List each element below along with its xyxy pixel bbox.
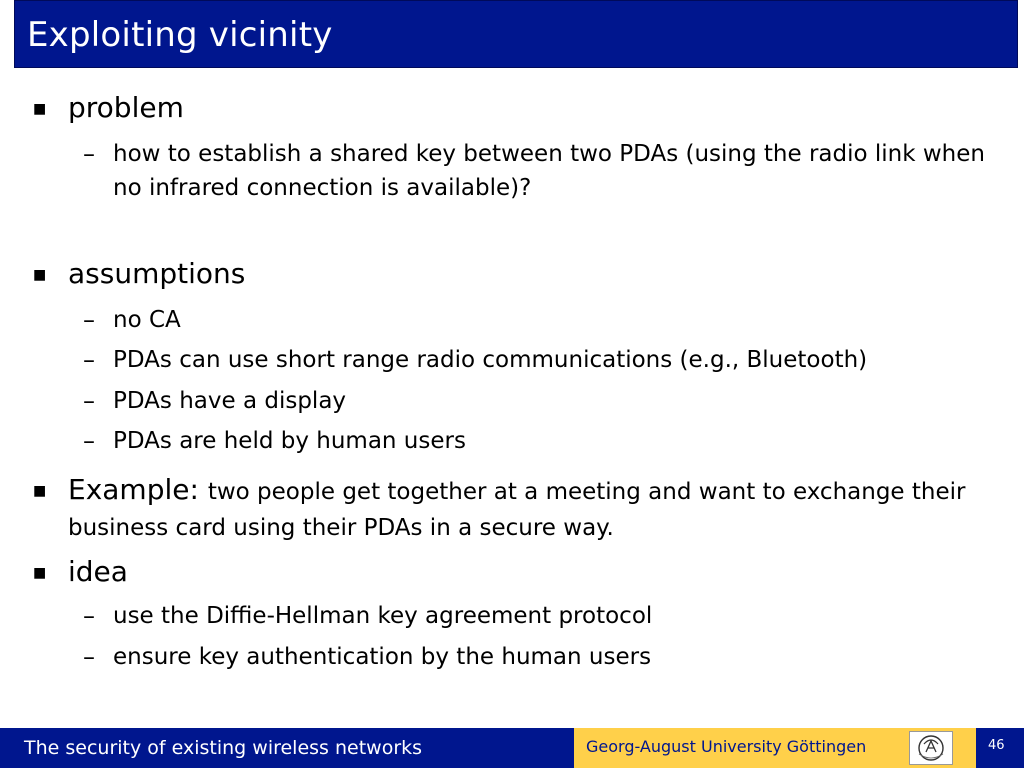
dash-bullet-icon: – bbox=[83, 643, 95, 671]
sub-bullet-text: PDAs have a display bbox=[113, 388, 347, 414]
square-bullet-icon: ■ bbox=[33, 565, 47, 581]
bullet-example-text bbox=[68, 473, 998, 545]
square-bullet-icon: ■ bbox=[33, 483, 47, 499]
university-seal-icon bbox=[909, 731, 953, 765]
square-bullet-icon: ■ bbox=[33, 267, 47, 283]
dash-bullet-icon: – bbox=[83, 346, 95, 374]
dash-bullet-icon: – bbox=[83, 387, 95, 415]
sub-bullet-text: how to establish a shared key between two PDAs (using the radio link when no infrared connection is available)? bbox=[113, 141, 985, 201]
bullet-label: problem bbox=[68, 91, 184, 124]
dash-bullet-icon: – bbox=[83, 140, 95, 168]
sub-bullet-text: use the Diffie-Hellman key agreement protocol bbox=[113, 603, 653, 629]
slide-title: Exploiting vicinity bbox=[27, 15, 333, 55]
bullet-label: idea bbox=[68, 555, 128, 588]
dash-bullet-icon: – bbox=[83, 602, 95, 630]
footer-bar bbox=[0, 728, 1024, 768]
example-description: two people get together at a meeting and want to exchange their business card using their PDAs in a secure way. bbox=[68, 479, 966, 541]
bullet-label: assumptions bbox=[68, 257, 246, 290]
bullet-label: Example: bbox=[68, 473, 199, 506]
page-number: 46 bbox=[988, 738, 1005, 753]
course-title: The security of existing wireless networks bbox=[24, 737, 423, 759]
dash-bullet-icon: – bbox=[83, 427, 95, 455]
sub-bullet-text: no CA bbox=[113, 307, 181, 333]
square-bullet-icon: ■ bbox=[33, 101, 47, 117]
sub-bullet-text: ensure key authentication by the human users bbox=[113, 644, 652, 670]
university-box bbox=[574, 728, 976, 768]
university-name: Georg-August University Göttingen bbox=[586, 737, 867, 756]
sub-bullet-text: PDAs are held by human users bbox=[113, 428, 466, 454]
dash-bullet-icon: – bbox=[83, 306, 95, 334]
sub-bullet-text: PDAs can use short range radio communications (e.g., Bluetooth) bbox=[113, 347, 868, 373]
